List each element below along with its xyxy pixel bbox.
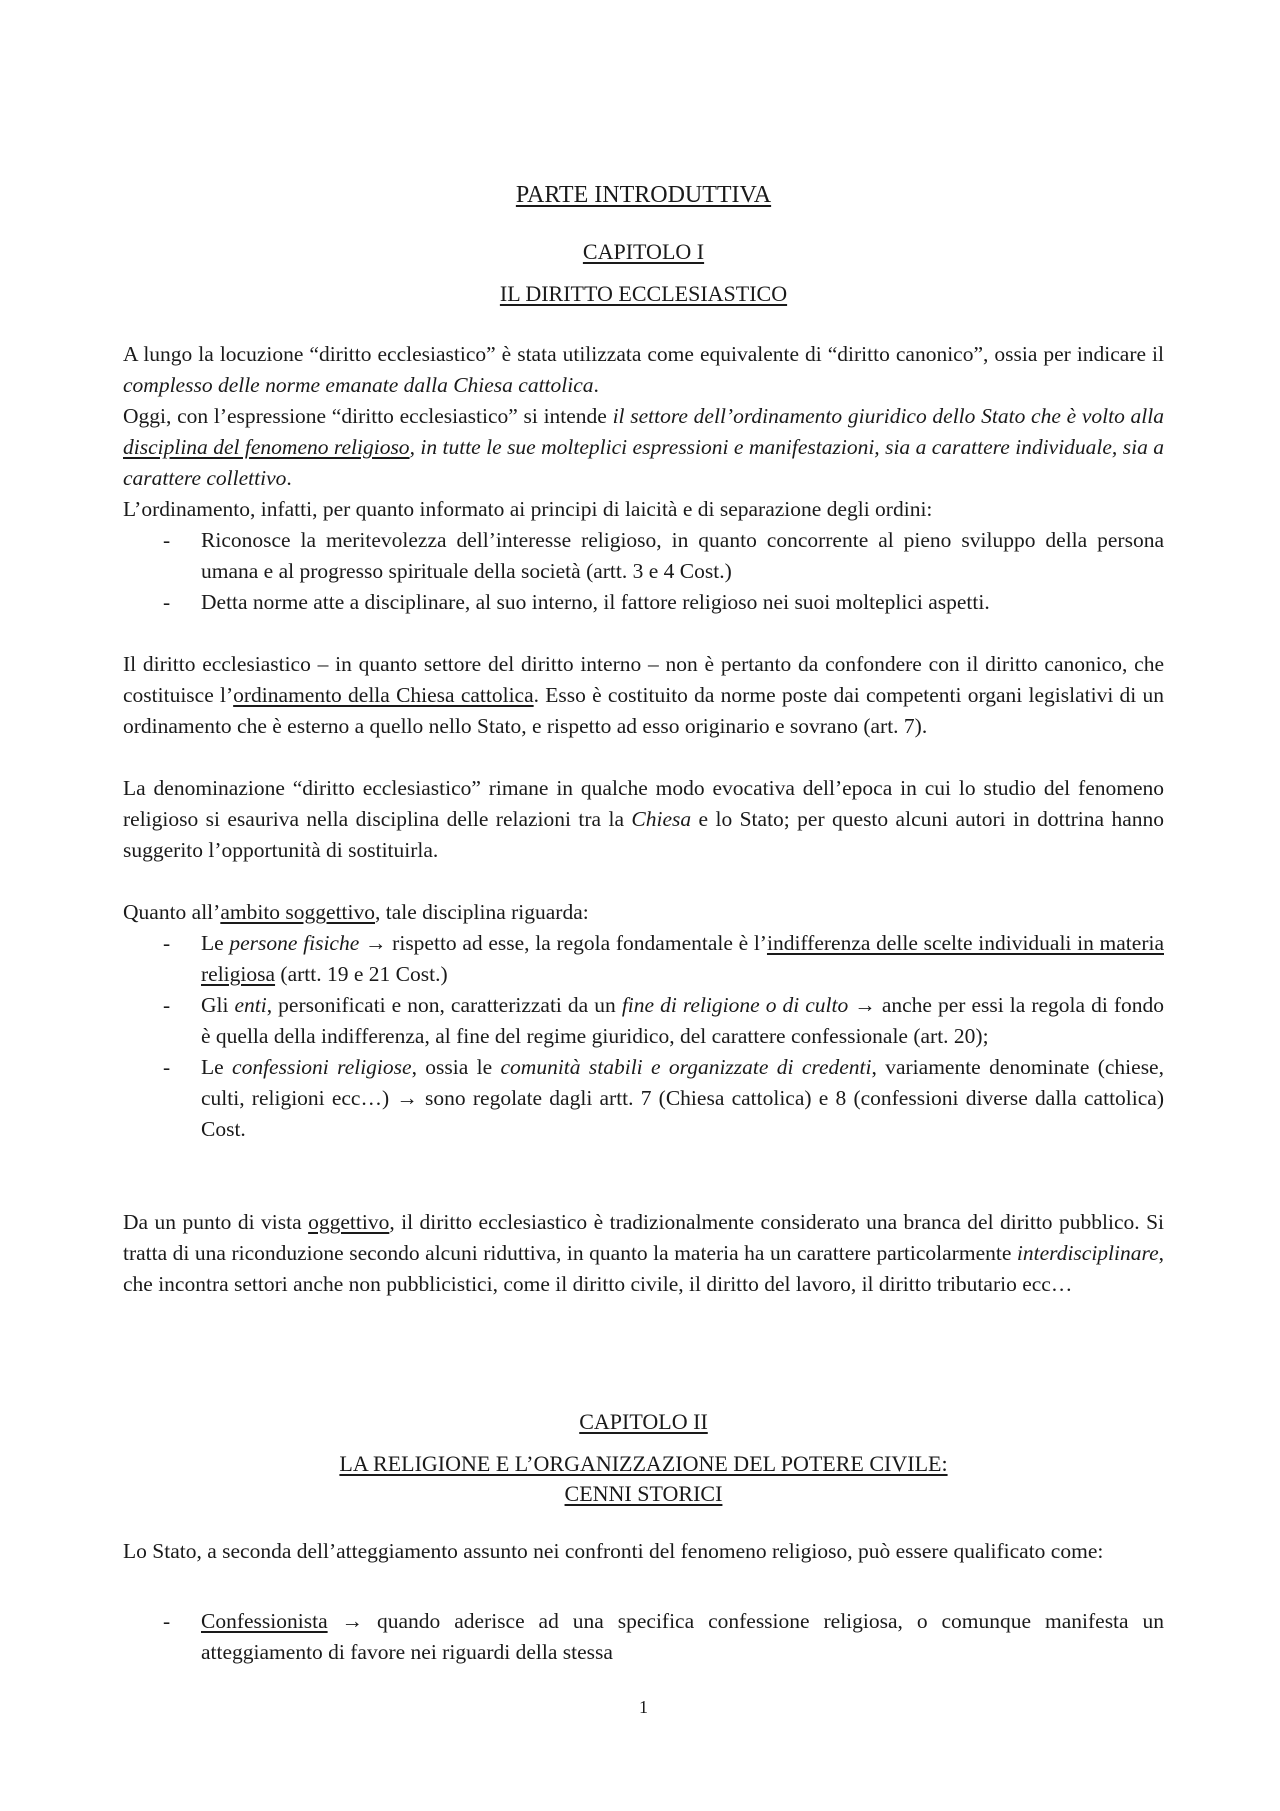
- dash-bullet: -: [163, 528, 171, 552]
- list-1: [123, 525, 1164, 618]
- chapter-1-title: IL DIRITTO ECCLESIASTICO: [499, 281, 788, 306]
- text-run: , tale disciplina riguarda:: [375, 900, 589, 924]
- underlined-run: ordinamento della Chiesa cattolica: [233, 683, 534, 707]
- paragraph-5: [123, 773, 1164, 866]
- list-item: [123, 1606, 1164, 1668]
- dash-bullet: -: [163, 590, 171, 614]
- underlined-run: Confessionista: [201, 1609, 328, 1633]
- text-run: (artt. 19 e 21 Cost.): [275, 962, 448, 986]
- text-run: Le: [201, 931, 230, 955]
- text-run: , variamente denominate (chiese, culti, religioni ecc…): [201, 1055, 1164, 1110]
- list-3: [123, 1606, 1164, 1668]
- arrow-icon: →: [364, 931, 387, 955]
- paragraph-7: [123, 1207, 1164, 1300]
- paragraph-6: [123, 897, 1164, 928]
- list-item: [123, 525, 1164, 587]
- list-item: [123, 990, 1164, 1052]
- italic-run: confessioni religiose: [232, 1055, 412, 1079]
- text-run: Il diritto ecclesiastico – in quanto settore del diritto interno – non è pertanto da confondere con il diritto canonico, che costituisce l’: [123, 652, 1164, 707]
- page-number: 1: [639, 1697, 648, 1717]
- italic-run: Chiesa: [631, 807, 692, 831]
- text-run: , che incontra settori anche non pubblicistici, come il diritto civile, il diritto del lavoro, il diritto tributario ecc…: [123, 1241, 1164, 1296]
- text-run: rispetto ad esse, la regola fondamentale è l’: [386, 931, 767, 955]
- list-item: [123, 1052, 1164, 1145]
- italic-run: il settore dell’ordinamento giuridico dello Stato che è volto alla: [612, 404, 1165, 428]
- chapter-2-title-line-2: CENNI STORICI: [564, 1481, 723, 1506]
- chapter-2-title-line-1: LA RELIGIONE E L’ORGANIZZAZIONE DEL POTERE CIVILE:: [339, 1451, 948, 1476]
- italic-run: comunità stabili e organizzate di credenti: [500, 1055, 872, 1079]
- italic-run: , in tutte le sue molteplici espressioni e manifestazioni, sia a carattere individuale, sia a carattere collettivo: [123, 435, 1164, 490]
- underlined-run: indifferenza delle scelte individuali in materia religiosa: [201, 931, 1164, 986]
- paragraph-8: Lo Stato, a seconda dell’atteggiamento assunto nei confronti del fenomeno religioso, può essere qualificato come:: [123, 1539, 1104, 1563]
- dash-bullet: -: [163, 1609, 171, 1633]
- paragraph-3: L’ordinamento, infatti, per quanto informato ai principi di laicità e di separazione degli ordini:: [123, 497, 933, 521]
- list-2: [123, 928, 1164, 1145]
- text-run: Quanto all’: [123, 900, 221, 924]
- part-heading: PARTE INTRODUTTIVA: [515, 182, 772, 208]
- underlined-run: oggettivo: [308, 1210, 390, 1234]
- list-item: [123, 928, 1164, 990]
- italic-run: enti: [234, 993, 267, 1017]
- italic-run: persone fisiche: [229, 931, 360, 955]
- underlined-run: ambito soggettivo: [220, 900, 375, 924]
- list-item: [123, 587, 1164, 618]
- text-run: Gli: [201, 993, 235, 1017]
- list-item-text: Detta norme atte a disciplinare, al suo interno, il fattore religioso nei suoi molteplici aspetti.: [201, 590, 990, 614]
- text-run: , ossia le: [411, 1055, 501, 1079]
- text-run: , il diritto ecclesiastico è tradizionalmente considerato una branca del diritto pubblico. Si tratta di una riconduzione secondo alcuni riduttiva, in quanto la materia ha un carattere particolarmente: [123, 1210, 1165, 1265]
- text-run: , personificati e non, caratterizzati da un: [266, 993, 622, 1017]
- text-run: sono regolate dagli artt. 7 (Chiesa cattolica) e 8 (confessioni diverse dalla cattolica) Cost.: [201, 1086, 1164, 1141]
- arrow-icon: →: [341, 1609, 364, 1633]
- text-run: . Esso è costituito da norme poste dai competenti organi legislativi di un ordinamento che è esterno a quello nello Stato, e rispetto ad esso originario e sovrano (art. 7).: [123, 683, 1165, 738]
- arrow-icon: →: [396, 1086, 418, 1110]
- paragraph-4: [123, 649, 1164, 742]
- paragraph-1: [123, 339, 1164, 401]
- text-run: La denominazione “diritto ecclesiastico” rimane in qualche modo evocativa dell’epoca in cui lo studio del fenomeno religioso si esauriva nella disciplina delle relazioni tra la: [123, 776, 1164, 831]
- text-run: e lo Stato; per questo alcuni autori in dottrina hanno suggerito l’opportunità di sostituirla.: [123, 807, 1164, 862]
- text-run: A lungo la locuzione “diritto ecclesiastico” è stata utilizzata come equivalente di “diritto canonico”, ossia per indicare il: [123, 342, 1164, 366]
- text-run: Oggi, con l’espressione “diritto ecclesiastico” si intende: [123, 404, 613, 428]
- arrow-icon: →: [854, 993, 876, 1017]
- chapter-1-heading: CAPITOLO I: [582, 239, 705, 264]
- text-run: .: [286, 466, 292, 490]
- chapter-2-heading: CAPITOLO II: [579, 1409, 708, 1434]
- dash-bullet: -: [163, 993, 171, 1017]
- dash-bullet: -: [163, 1055, 171, 1079]
- underlined-italic-run: disciplina del fenomeno religioso: [123, 435, 410, 459]
- italic-run: complesso delle norme emanate dalla Chiesa cattolica: [123, 373, 594, 397]
- italic-run: interdisciplinare: [1016, 1241, 1159, 1265]
- dash-bullet: -: [163, 931, 171, 955]
- text-run: anche per essi la regola di fondo è quella della indifferenza, al fine del regime giuridico, del carattere confessionale (art. 20);: [201, 993, 1165, 1048]
- paragraph-2: [123, 401, 1164, 494]
- text-run: quando aderisce ad una specifica confessione religiosa, o comunque manifesta un atteggiamento di favore nei riguardi della stessa: [201, 1609, 1165, 1664]
- text-run: Da un punto di vista: [123, 1210, 309, 1234]
- text-run: .: [593, 373, 599, 397]
- text-run: Le: [201, 1055, 233, 1079]
- italic-run: fine di religione o di culto: [621, 993, 849, 1017]
- list-item-text: Riconosce la meritevolezza dell’interesse religioso, in quanto concorrente al pieno sviluppo della persona umana e al progresso spirituale della società (artt. 3 e 4 Cost.): [201, 528, 1164, 583]
